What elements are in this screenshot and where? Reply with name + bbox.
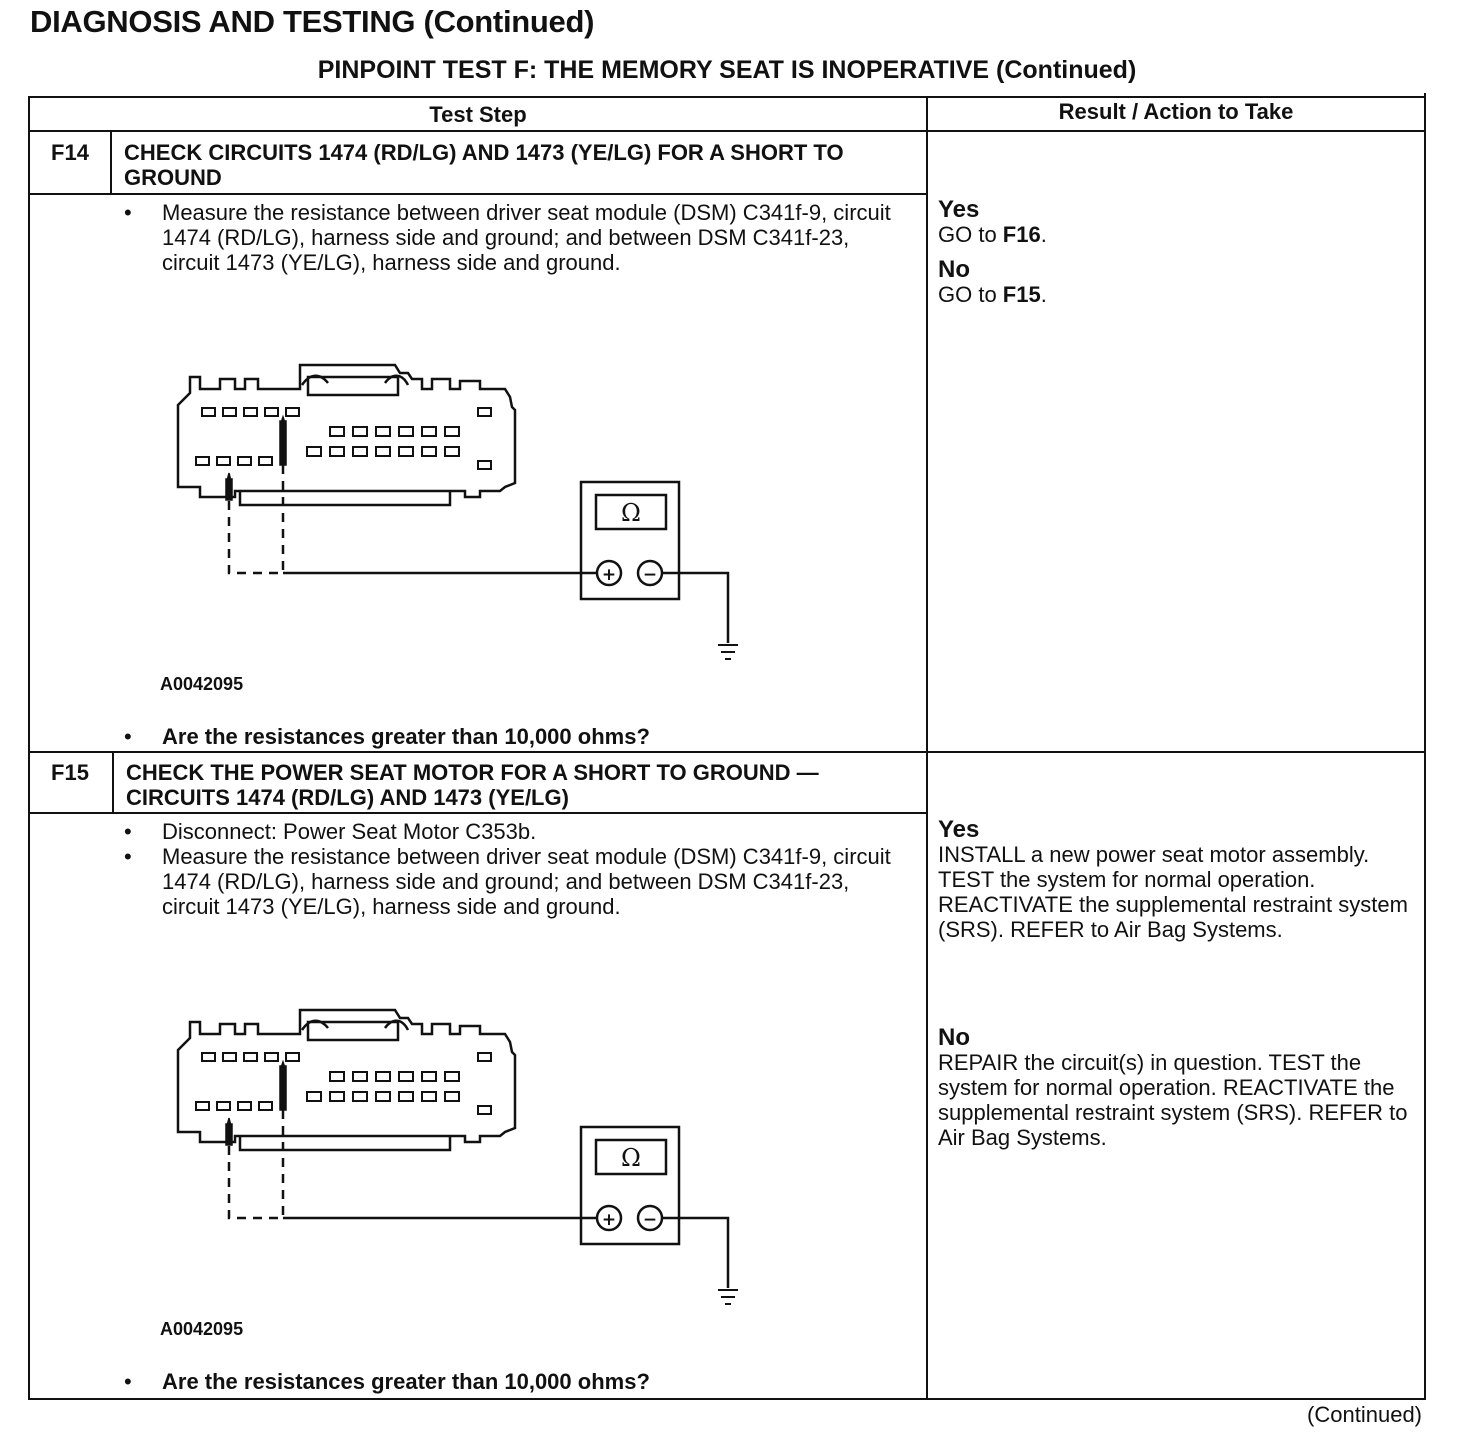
goto-step-link: F15 — [1002, 282, 1041, 307]
test-probe-icon — [226, 417, 286, 500]
test-probe-icon — [226, 1062, 286, 1145]
continued-footer: (Continued) — [1307, 1402, 1422, 1427]
result-yes-label: Yes — [938, 816, 980, 843]
step-instructions — [124, 819, 894, 919]
column-header-result: Result / Action to Take — [1058, 99, 1294, 124]
figure-code: A0042095 — [160, 1319, 244, 1339]
step-title: CHECK CIRCUITS 1474 (RD/LG) AND 1473 (YE/LG) FOR A SHORT TO GROUND — [124, 140, 844, 190]
result-no-label: No — [938, 1024, 970, 1051]
step-id: F15 — [51, 760, 89, 785]
result-no-action: GO to F15. — [938, 282, 1047, 307]
step-question: • Are the resistances greater than 10,000 ohms? — [124, 724, 650, 750]
figure-code: A0042095 — [160, 674, 244, 694]
step-instructions — [124, 200, 894, 275]
instruction-item: • Measure the resistance between driver seat module (DSM) C341f-9, circuit 1474 (RD/LG), harness side and ground; and between DSM C341f-23, circuit 1473 (YE/LG), harness side and ground. — [124, 844, 894, 919]
step-title: CHECK THE POWER SEAT MOTOR FOR A SHORT TO GROUND — CIRCUITS 1474 (RD/LG) AND 1473 (YE/LG) — [126, 760, 819, 810]
plus-terminal: + — [601, 565, 617, 585]
goto-step-link: F16 — [1002, 222, 1041, 247]
plus-terminal: + — [601, 1210, 617, 1230]
result-yes-label: Yes — [938, 196, 980, 223]
step-question: • Are the resistances greater than 10,000 ohms? — [124, 1369, 650, 1395]
ohm-symbol: Ω — [621, 499, 641, 527]
column-header-test-step: Test Step — [429, 102, 527, 127]
result-no-action: REPAIR the circuit(s) in question. TEST the system for normal operation. REACTIVATE the supplemental restraint system (SRS). REFER to Air Bag Systems. — [938, 1050, 1408, 1150]
minus-terminal: − — [642, 1210, 658, 1230]
result-yes-action: GO to F16. — [938, 222, 1047, 247]
result-yes-action: INSTALL a new power seat motor assembly. TEST the system for normal operation. REACTIVATE the supplemental restraint system (SRS). REFER to Air Bag Systems. — [938, 842, 1408, 942]
instruction-item: • Disconnect: Power Seat Motor C353b. — [124, 819, 894, 844]
result-no-label: No — [938, 256, 970, 283]
instruction-item: • Measure the resistance between driver seat module (DSM) C341f-9, circuit 1474 (RD/LG), harness side and ground; and between DSM C341f-23, circuit 1473 (YE/LG), harness side and ground. — [124, 200, 894, 275]
resistance-test-diagram — [160, 355, 760, 675]
page-heading: DIAGNOSIS AND TESTING (Continued) — [30, 4, 595, 39]
step-id: F14 — [51, 140, 89, 165]
minus-terminal: − — [642, 565, 658, 585]
resistance-test-diagram — [160, 1000, 760, 1320]
ohm-symbol: Ω — [621, 1144, 641, 1172]
pinpoint-test-title: PINPOINT TEST F: THE MEMORY SEAT IS INOPERATIVE (Continued) — [317, 56, 1137, 84]
